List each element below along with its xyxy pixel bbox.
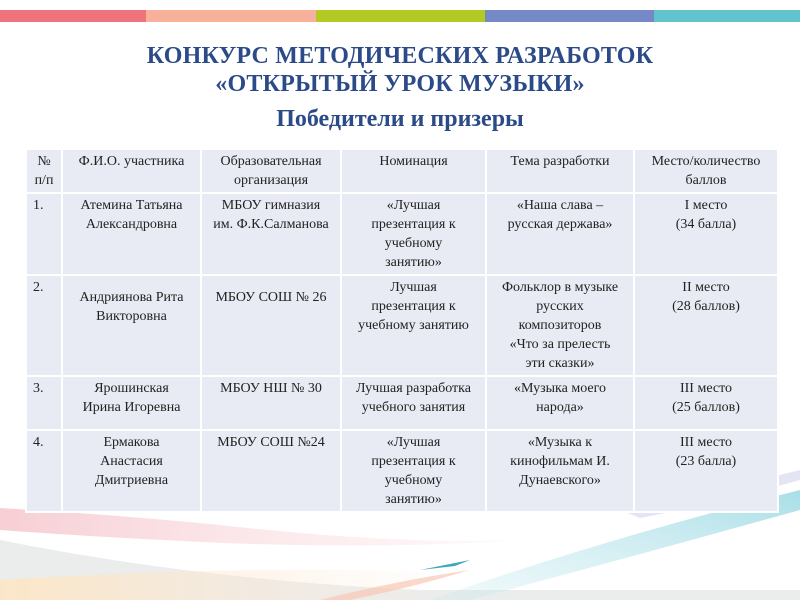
cell-nomination: «Лучшая презентация к учебному занятию» — [341, 193, 486, 275]
cell-organization: МБОУ НШ № 30 — [201, 376, 341, 430]
cell-place: III место (23 балла) — [634, 430, 778, 512]
cell-organization: МБОУ гимназия им. Ф.К.Салманова — [201, 193, 341, 275]
cell-topic: Фольклор в музыке русских композиторов «Что за прелесть эти сказки» — [486, 275, 634, 376]
page-title — [0, 42, 800, 98]
table-row — [26, 275, 778, 376]
table-header-row — [26, 149, 778, 193]
cell-topic: «Наша слава – русская держава» — [486, 193, 634, 275]
cell-name: Ермакова Анастасия Дмитриевна — [62, 430, 201, 512]
cell-number: 3. — [26, 376, 62, 430]
cell-name: Ярошинская Ирина Игоревна — [62, 376, 201, 430]
table-row — [26, 376, 778, 430]
col-header-place: Место/количество баллов — [634, 149, 778, 193]
cell-topic: «Музыка к кинофильмам И. Дунаевского» — [486, 430, 634, 512]
cell-nomination: Лучшая разработка учебного занятия — [341, 376, 486, 430]
stripe-green — [316, 10, 485, 22]
cell-nomination: «Лучшая презентация к учебному занятию» — [341, 430, 486, 512]
col-header-topic: Тема разработки — [486, 149, 634, 193]
cell-organization: МБОУ СОШ №24 — [201, 430, 341, 512]
cell-place: II место (28 баллов) — [634, 275, 778, 376]
cell-name: Атемина Татьяна Александровна — [62, 193, 201, 275]
cell-nomination: Лучшая презентация к учебному занятию — [341, 275, 486, 376]
stripe-cyan — [654, 10, 800, 22]
col-header-number: № п/п — [26, 149, 62, 193]
table-row — [26, 430, 778, 512]
cell-name: Андриянова Рита Викторовна — [62, 275, 201, 376]
col-header-nomination: Номинация — [341, 149, 486, 193]
cell-number: 2. — [26, 275, 62, 376]
stripe-peach — [146, 10, 316, 22]
cell-place: III место (25 баллов) — [634, 376, 778, 430]
table-row — [26, 193, 778, 275]
cell-number: 4. — [26, 430, 62, 512]
col-header-name: Ф.И.О. участника — [62, 149, 201, 193]
results-table — [25, 148, 777, 513]
cell-topic: «Музыка моего народа» — [486, 376, 634, 430]
cell-number: 1. — [26, 193, 62, 275]
cell-place: I место (34 балла) — [634, 193, 778, 275]
col-header-organization: Образовательная организация — [201, 149, 341, 193]
color-stripe-bar — [0, 10, 800, 22]
title-line-1: КОНКУРС МЕТОДИЧЕСКИХ РАЗРАБОТОК — [146, 43, 654, 69]
cell-organization: МБОУ СОШ № 26 — [201, 275, 341, 376]
page-subtitle: Победители и призеры — [276, 106, 524, 132]
stripe-blue — [485, 10, 654, 22]
stripe-red — [0, 10, 146, 22]
title-line-2: «ОТКРЫТЫЙ УРОК МУЗЫКИ» — [215, 71, 585, 97]
